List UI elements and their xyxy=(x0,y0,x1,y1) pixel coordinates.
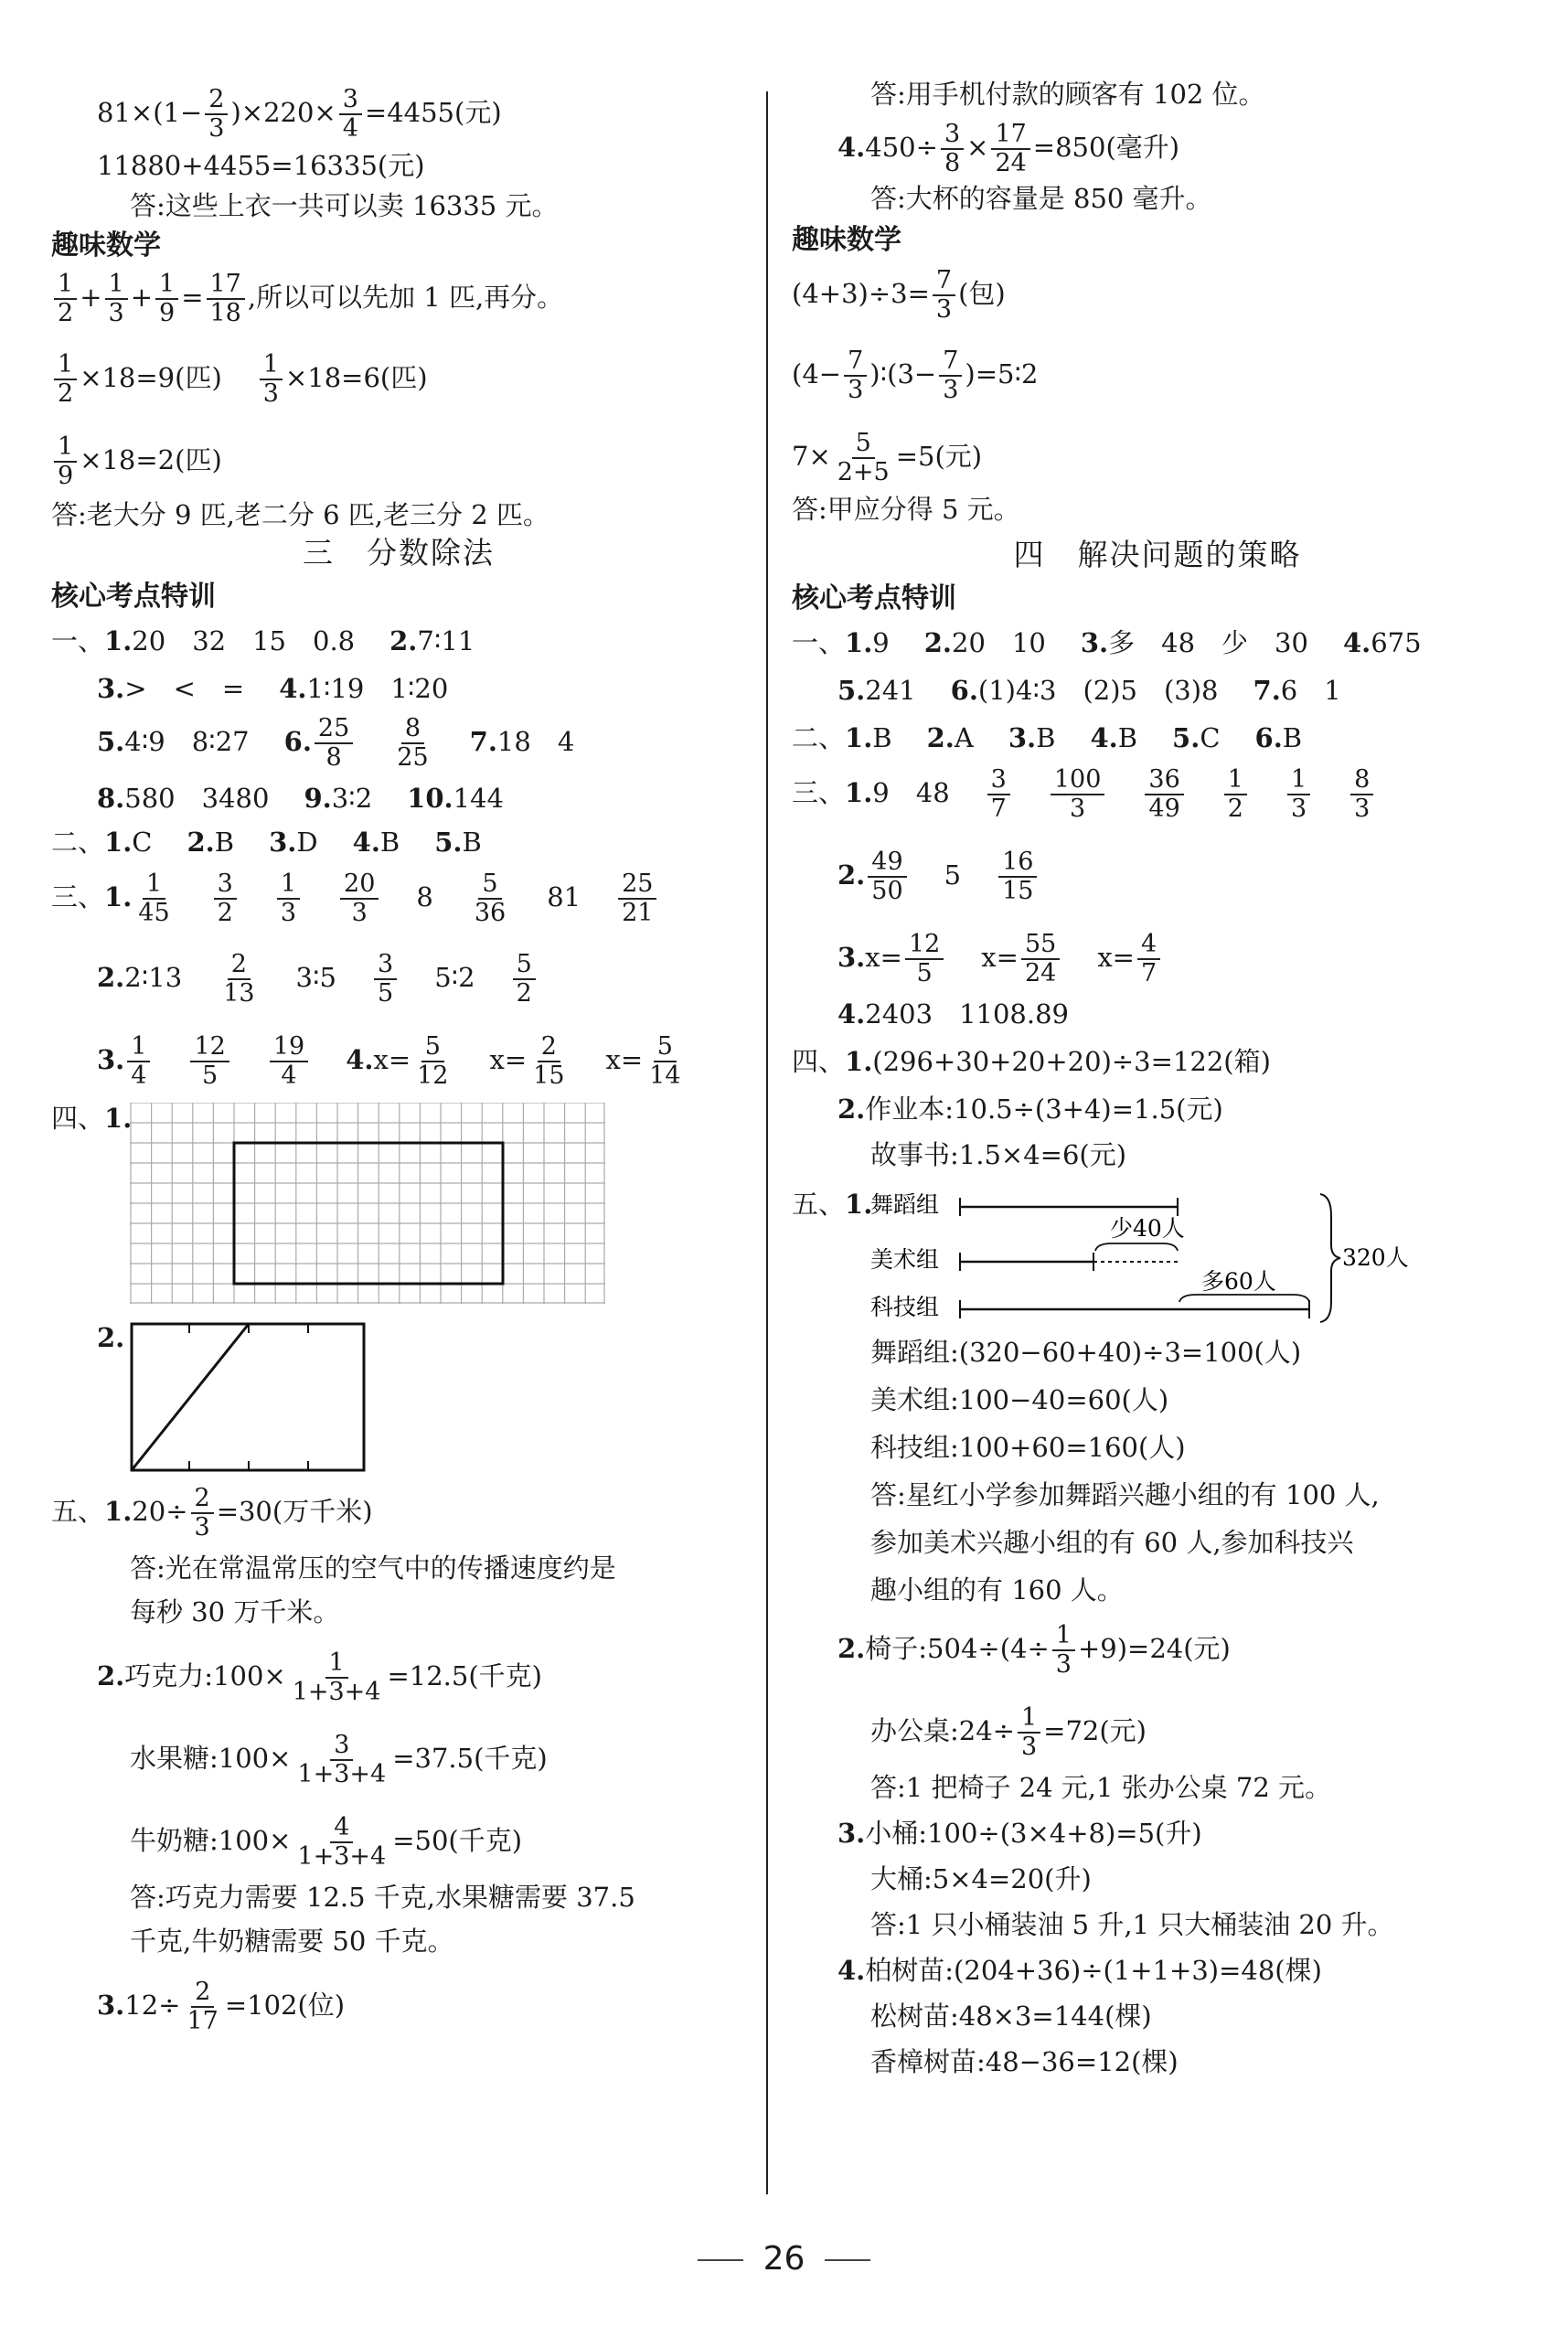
answer-row: 3. $\frac{1}{4}$ $\frac{12}{5}$ $\frac{19}{4}$ 4.x= $\frac{5}{12}$ x= $\frac{2}{15}$ x= $\frac{5}{14}$ xyxy=(51,1030,746,1090)
fraction: $\frac{2}{13}$ xyxy=(223,950,255,1008)
fraction: $\frac{20}{3}$ xyxy=(340,870,379,927)
answer-row: 二、1.C 2.B 3.D 4.B 5.B xyxy=(51,827,482,858)
answer-line: 参加美术兴趣小组的有 60 人,参加科技兴 xyxy=(870,1527,1354,1558)
fraction: $\frac{2}{17}$ xyxy=(187,1978,219,2035)
fraction: $\frac{12}{5}$ xyxy=(190,1033,229,1090)
total-brace xyxy=(1320,1194,1340,1322)
section-heading: 核心考点特训 xyxy=(51,581,216,613)
answer-row: 4.450÷ $\frac{3}{8}$ × $\frac{17}{24}$ =850(毫升) xyxy=(837,120,1180,177)
answer-line: 香樟树苗:48−36=12(棵) xyxy=(870,2046,1179,2077)
fraction: $\frac{1}{3}$ xyxy=(277,870,300,927)
diagonal-line xyxy=(132,1324,249,1470)
fraction: $\frac{1}{3}$ xyxy=(1287,766,1310,823)
rectangle-split-figure xyxy=(130,1322,368,1474)
answer-line: 美术组:100−40=60(人) xyxy=(870,1384,1169,1415)
answer-line: 答:1 把椅子 24 元,1 张办公桌 72 元。 xyxy=(870,1772,1332,1803)
fraction: $\frac{1}{45}$ xyxy=(138,870,170,927)
answer-line: 趣小组的有 160 人。 xyxy=(870,1574,1124,1606)
answer-line: 答:用手机付款的顾客有 102 位。 xyxy=(870,79,1265,110)
fraction: $\frac{1}{3}$ xyxy=(105,271,128,327)
fraction: $\frac{4}{7}$ xyxy=(1137,931,1160,987)
eq-line: (4+3)÷3= $\frac{7}{3}$ (包) xyxy=(792,266,1006,324)
answer-row: 四、1.(296+30+20+20)÷3=122(箱) xyxy=(792,1046,1271,1077)
fraction: $\frac{5}{14}$ xyxy=(649,1032,681,1090)
answer-row: 2.椅子:504÷(4÷ $\frac{1}{3}$ +9)=24(元) xyxy=(837,1621,1231,1679)
fraction: $\frac{25}{21}$ xyxy=(618,870,656,927)
answer-line: 每秒 30 万千米。 xyxy=(130,1596,340,1627)
fraction: $\frac{1}{2}$ xyxy=(54,271,77,327)
right-column xyxy=(792,79,1523,2077)
fraction: $\frac{5}{2}$ xyxy=(513,951,536,1008)
answer-row: 办公桌:24÷ $\frac{1}{3}$ =72(元) xyxy=(870,1703,1147,1761)
fraction: $\frac{19}{4}$ xyxy=(270,1033,308,1090)
answer-row: 一、1.9 2.20 10 3.多 48 少 30 4.675 xyxy=(792,627,1422,658)
fraction: $\frac{1}{9}$ xyxy=(54,433,77,490)
column-divider xyxy=(766,91,768,2194)
fraction: $\frac{36}{49}$ xyxy=(1145,766,1183,823)
answer-row: 5.241 6.(1)4∶3 (2)5 (3)8 7.6 1 xyxy=(837,675,1341,706)
eq-line: 11880+4455=16335(元) xyxy=(97,150,425,181)
section-heading: 核心考点特训 xyxy=(792,582,956,614)
eq-line: $\frac{1}{9}$ ×18=2(匹) xyxy=(51,430,746,490)
fraction: $\frac{7}{3}$ xyxy=(844,347,867,404)
fraction: $\frac{1}{3}$ xyxy=(1052,1622,1075,1679)
answer-row: 3.x= $\frac{12}{5}$ x= $\frac{55}{24}$ x= $\frac{4}{7}$ xyxy=(792,927,1523,987)
answer-row: 2. $\frac{49}{50}$ 5 $\frac{16}{15}$ xyxy=(792,845,1523,905)
answer-line: 大桶:5×4=20(升) xyxy=(870,1863,1092,1894)
fraction: $\frac{3}{2}$ xyxy=(214,870,237,927)
answer-row: 三、1. $\frac{1}{45}$ $\frac{3}{2}$ $\frac{1}{3}$ $\frac{20}{3}$ 8 $\frac{5}{36}$ 81 $\frac{25}{21}$ xyxy=(51,867,746,927)
answer-line: 答:老大分 9 匹,老二分 6 匹,老三分 2 匹。 xyxy=(51,499,549,530)
eq-line: 7× $\frac{5}{2+5}$ =5(元) xyxy=(792,429,983,486)
answer-line: 千克,牛奶糖需要 50 千克。 xyxy=(130,1926,454,1957)
answer-row: 水果糖:100× $\frac{3}{1+3+4}$ =37.5(千克) xyxy=(130,1731,548,1788)
fraction: $\frac{16}{15}$ xyxy=(998,848,1037,905)
grid-figure-row: 四、1. xyxy=(51,1103,746,1304)
answer-row: 8.580 3480 9.3∶2 10.144 xyxy=(97,783,504,814)
fraction: $\frac{1}{2}$ xyxy=(54,351,77,408)
answer-line: 答:1 只小桶装油 5 升,1 只大桶装油 20 升。 xyxy=(870,1909,1394,1940)
fraction: $\frac{25}{8}$ xyxy=(315,715,353,772)
fraction: $\frac{8}{25}$ xyxy=(397,714,429,772)
tick-marks xyxy=(189,1324,308,1470)
label-dance: 舞蹈组 xyxy=(870,1191,940,1218)
split-figure-row: 2. xyxy=(51,1322,746,1478)
fraction: $\frac{3}{1+3+4}$ xyxy=(297,1731,387,1788)
fraction: $\frac{8}{3}$ xyxy=(1350,766,1373,823)
answer-line: 答:这些上衣一共可以卖 16335 元。 xyxy=(130,190,559,221)
left-column xyxy=(51,82,746,2035)
fraction: $\frac{7}{3}$ xyxy=(933,267,955,324)
label-more-60: 多60人 xyxy=(1201,1268,1276,1295)
rectangle-shape xyxy=(234,1143,503,1284)
answer-line: 答:甲应分得 5 元。 xyxy=(792,494,1020,525)
answer-row: 4.2403 1108.89 xyxy=(837,998,1070,1030)
grid-rectangle-figure xyxy=(130,1103,605,1304)
answer-row: 二、1.B 2.A 3.B 4.B 5.C 6.B xyxy=(792,722,1303,753)
fraction: $\frac{3}{7}$ xyxy=(987,766,1010,823)
fraction: $\frac{1}{4}$ xyxy=(127,1033,150,1090)
eq-line: 81×(1− $\frac{2}{3}$ )×220× $\frac{3}{4}$ =4455(元) xyxy=(97,85,502,143)
fraction: $\frac{5}{36}$ xyxy=(474,870,507,927)
label-less-40: 少40人 xyxy=(1110,1215,1185,1242)
fraction: $\frac{1}{3}$ xyxy=(1018,1704,1040,1761)
label-art: 美术组 xyxy=(870,1246,940,1273)
answer-row: 一、1.20 32 15 0.8 2.7∶11 xyxy=(51,625,475,656)
brace-more xyxy=(1179,1295,1309,1302)
fraction: $\frac{5}{12}$ xyxy=(417,1032,449,1090)
answer-row: 2.巧克力:100× $\frac{1}{1+3+4}$ =12.5(千克) xyxy=(97,1648,542,1706)
fraction: $\frac{100}{3}$ xyxy=(1051,766,1105,823)
answer-row: 5.4∶9 8∶27 6. $\frac{25}{8}$ $\frac{8}{25}$ 7.18 4 xyxy=(97,714,575,772)
answer-line: 科技组:100+60=160(人) xyxy=(870,1432,1186,1463)
answer-line: 故事书:1.5×4=6(元) xyxy=(870,1139,1127,1170)
answer-row: 4.柏树苗:(204+36)÷(1+1+3)=48(棵) xyxy=(837,1955,1322,1986)
fraction: $\frac{49}{50}$ xyxy=(868,848,906,905)
fraction: $\frac{2}{3}$ xyxy=(205,86,228,143)
answer-row: 2.2∶13 $\frac{2}{13}$ 3∶5 $\frac{3}{5}$ 5∶2 $\frac{5}{2}$ xyxy=(51,947,746,1008)
answer-row: 3.小桶:100÷(3×4+8)=5(升) xyxy=(837,1818,1202,1849)
fraction: $\frac{17}{18}$ xyxy=(207,271,245,327)
line-diagram-row: 五、1. 舞蹈组 美术组 科技组 少40人 多60人 320人 xyxy=(792,1189,1523,1326)
answer-row: 3.12÷ $\frac{2}{17}$ =102(位) xyxy=(97,1978,346,2035)
section-heading: 趣味数学 xyxy=(51,229,161,261)
answer-line: 松树苗:48×3=144(棵) xyxy=(870,2001,1152,2032)
fraction: $\frac{4}{1+3+4}$ xyxy=(297,1813,387,1871)
fraction: $\frac{1}{9}$ xyxy=(155,271,178,327)
answer-line: 舞蹈组:(320−60+40)÷3=100(人) xyxy=(870,1337,1302,1368)
answer-row: 三、1.9 48 $\frac{3}{7}$ $\frac{100}{3}$ $\frac{36}{49}$ $\frac{1}{2}$ $\frac{1}{3}$ $\frac{8}{3}$ xyxy=(792,763,1523,823)
fraction: $\frac{1}{1+3+4}$ xyxy=(292,1648,381,1706)
fraction: $\frac{2}{15}$ xyxy=(533,1032,565,1090)
answer-row: 3.> < = 4.1∶19 1∶20 xyxy=(97,673,449,704)
grid-lines xyxy=(130,1103,605,1304)
answer-row: 牛奶糖:100× $\frac{4}{1+3+4}$ =50(千克) xyxy=(130,1813,523,1871)
fraction: $\frac{17}{24}$ xyxy=(991,121,1029,177)
answer-line: 答:大杯的容量是 850 毫升。 xyxy=(870,183,1212,214)
answer-line: 答:星红小学参加舞蹈兴趣小组的有 100 人, xyxy=(870,1479,1380,1510)
answer-row: 2.作业本:10.5÷(3+4)=1.5(元) xyxy=(837,1094,1223,1125)
fraction: $\frac{2}{3}$ xyxy=(191,1485,214,1542)
answer-row: 五、1.20÷ $\frac{2}{3}$ =30(万千米) xyxy=(51,1484,373,1542)
eq-line: $\frac{1}{2}$ + $\frac{1}{3}$ + $\frac{1}{9}$ = $\frac{17}{18}$ ,所以可以先加 1 匹,再分。 xyxy=(51,267,746,327)
answer-line: 答:巧克力需要 12.5 千克,水果糖需要 37.5 xyxy=(130,1882,635,1913)
fraction: $\frac{3}{8}$ xyxy=(941,121,964,177)
page-number: 26 xyxy=(0,2240,1568,2278)
chapter-title: 四 解决问题的策略 xyxy=(1013,537,1302,572)
fraction: $\frac{7}{3}$ xyxy=(939,347,962,404)
fraction: $\frac{1}{2}$ xyxy=(1224,766,1247,823)
fraction: $\frac{5}{2+5}$ xyxy=(837,429,890,486)
fraction: $\frac{3}{4}$ xyxy=(339,86,362,143)
label-total: 320人 xyxy=(1342,1244,1409,1271)
eq-line: $\frac{1}{2}$ ×18=9(匹) $\frac{1}{3}$ ×18=6(匹) xyxy=(51,347,746,408)
outer-rectangle xyxy=(132,1324,364,1470)
fraction: $\frac{3}{5}$ xyxy=(374,951,397,1008)
fraction: $\frac{55}{24}$ xyxy=(1021,931,1060,987)
brace-less xyxy=(1095,1243,1178,1251)
segment-diagram xyxy=(870,1189,1437,1326)
label-tech: 科技组 xyxy=(870,1294,940,1320)
answer-line: 答:光在常温常压的空气中的传播速度约是 xyxy=(130,1552,616,1584)
fraction: $\frac{12}{5}$ xyxy=(905,931,944,987)
section-heading: 趣味数学 xyxy=(792,224,901,256)
fraction: $\frac{1}{3}$ xyxy=(260,351,283,408)
chapter-title: 三 分数除法 xyxy=(303,535,495,571)
eq-line: (4− $\frac{7}{3}$ )∶(3− $\frac{7}{3}$ )=5∶2 xyxy=(792,347,1039,404)
